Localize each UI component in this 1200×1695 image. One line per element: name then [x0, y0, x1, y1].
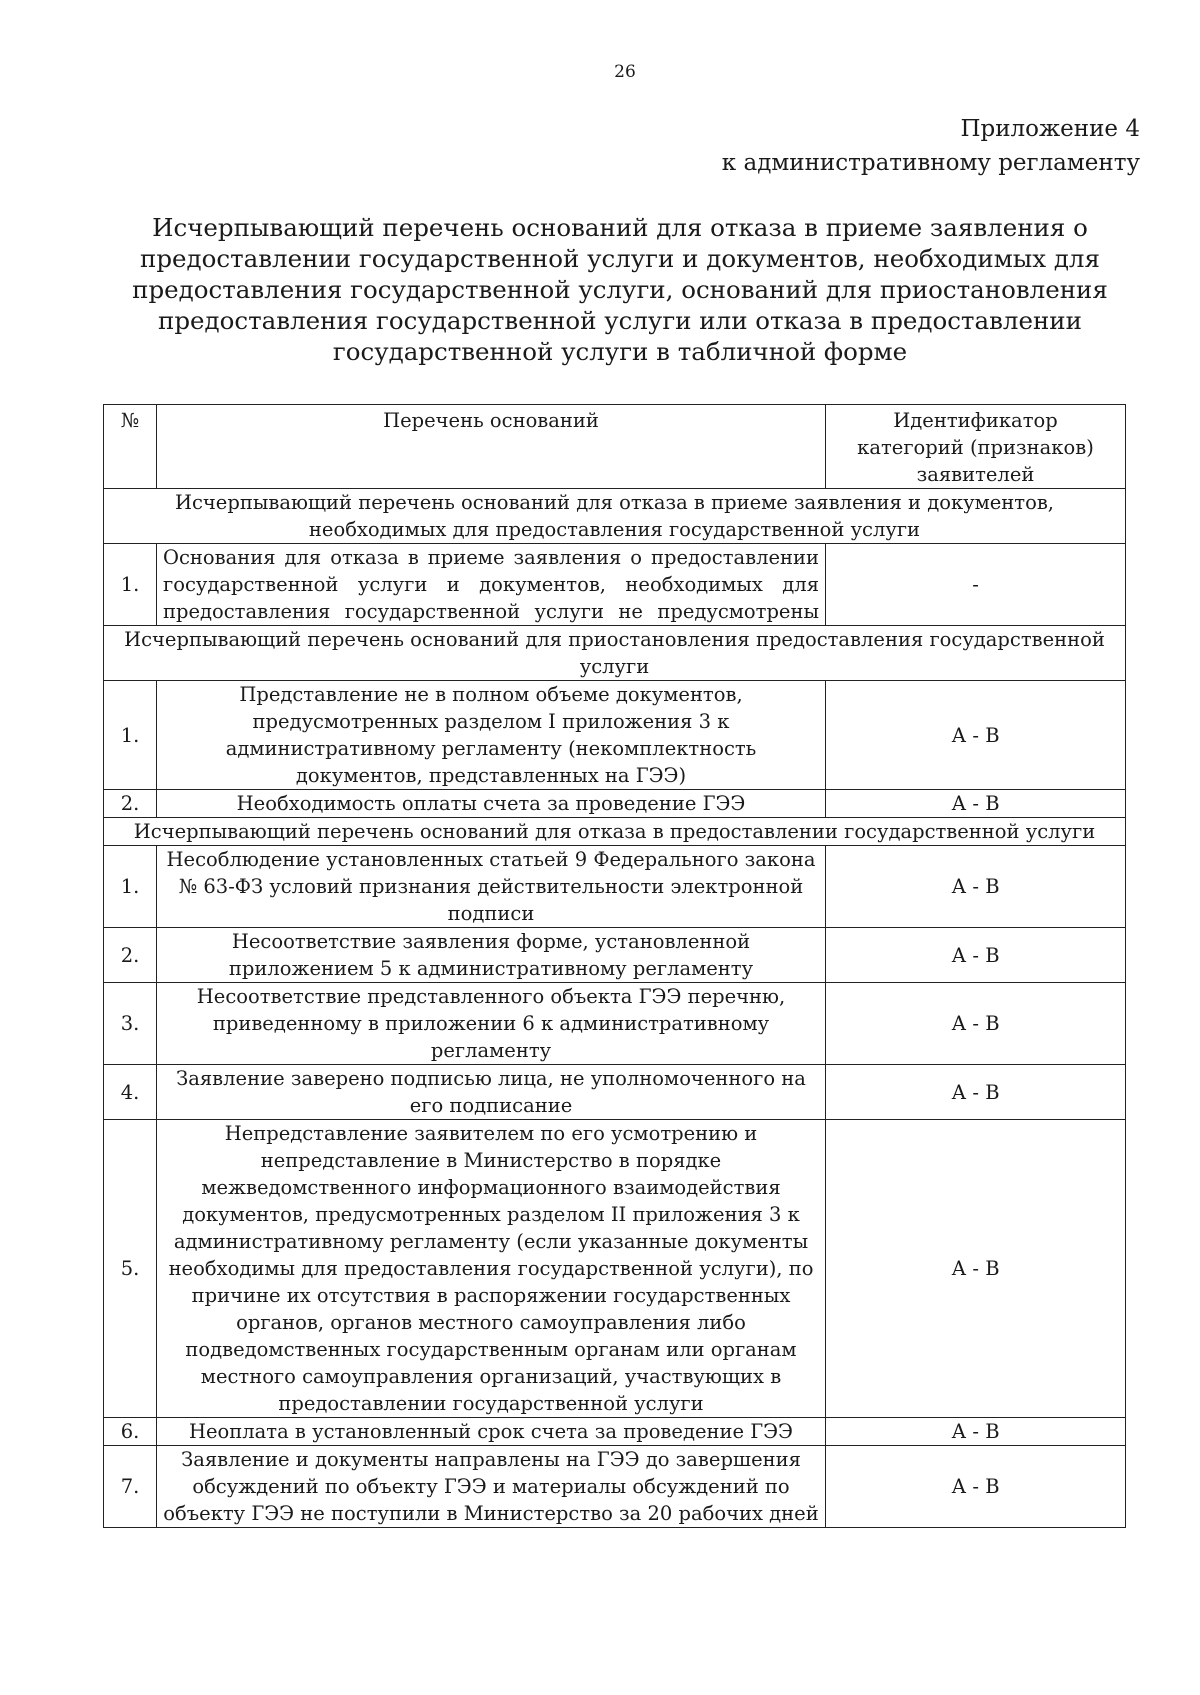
- row-text: [157, 544, 826, 626]
- row-category: А - В: [826, 681, 1126, 790]
- row-text: Необходимость оплаты счета за проведение ГЭЭ: [157, 790, 826, 818]
- row-text: Непредставление заявителем по его усмотрению и непредставление в Министерство в порядке межведомственного информационного взаимодействия документов, предусмотренных разделом II приложения 3 к административному регламенту (если указанные документы необходимы для предоставления государственной услуги), по причине их отсутствия в распоряжении государственных органов, органов местного самоуправления либо подведомственных государственным органам или органам местного самоуправления организаций, участвующих в предоставлении государственной услуги: [157, 1120, 826, 1418]
- row-text: Неоплата в установленный срок счета за проведение ГЭЭ: [157, 1418, 826, 1446]
- row-num: 1.: [104, 846, 157, 928]
- row-num: 1.: [104, 681, 157, 790]
- section-title-refusal-service: Исчерпывающий перечень оснований для отказа в предоставлении государственной услуги: [104, 818, 1126, 846]
- row-num: 3.: [104, 983, 157, 1065]
- header-category: Идентификатор категорий (признаков) заявителей: [826, 405, 1126, 489]
- row-text: Несоответствие заявления форме, установленной приложением 5 к административному регламенту: [157, 928, 826, 983]
- row-num: 6.: [104, 1418, 157, 1446]
- row-category: А - В: [826, 790, 1126, 818]
- row-category: -: [826, 544, 1126, 626]
- title-line-1: Исчерпывающий перечень оснований для отказа в приеме заявления о: [152, 213, 1088, 242]
- row-num: 7.: [104, 1446, 157, 1528]
- section-row: [104, 818, 1126, 846]
- row-category: А - В: [826, 1446, 1126, 1528]
- table-row: [104, 1120, 1126, 1418]
- row-text: Представление не в полном объеме документов, предусмотренных разделом I приложения 3 к административному регламенту (некомплектность документов, представленных на ГЭЭ): [157, 681, 826, 790]
- row-num: 1.: [104, 544, 157, 626]
- row-text: Заявление и документы направлены на ГЭЭ до завершения обсуждений по объекту ГЭЭ и материалы обсуждений по объекту ГЭЭ не поступили в Министерство за 20 рабочих дней: [157, 1446, 826, 1528]
- table-row: [104, 928, 1126, 983]
- row-category: А - В: [826, 1418, 1126, 1446]
- row-text-content: Основания для отказа в приеме заявления о предоставлении государственной услуги и документов, необходимых для предоставления государственной услуги не предусмотрены: [163, 546, 819, 623]
- page-number: 26: [614, 62, 636, 82]
- table-row: [104, 681, 1126, 790]
- section-row: [104, 626, 1126, 681]
- table-row: [104, 544, 1126, 626]
- table-row: [104, 983, 1126, 1065]
- table-row: [104, 1065, 1126, 1120]
- table-row: [104, 1446, 1126, 1528]
- row-text: Несоблюдение установленных статьей 9 Федерального закона № 63-ФЗ условий признания действительности электронной подписи: [157, 846, 826, 928]
- section-title-refusal-acceptance: Исчерпывающий перечень оснований для отказа в приеме заявления и документов, необходимых для предоставления государственной услуги: [104, 489, 1126, 544]
- row-num: 5.: [104, 1120, 157, 1418]
- title-line-2: предоставлении государственной услуги и документов, необходимых для: [140, 244, 1100, 273]
- header-reasons: Перечень оснований: [157, 405, 826, 489]
- header-num: №: [104, 405, 157, 489]
- appendix-line-2: к административному регламенту: [721, 150, 1140, 176]
- table-row: [104, 846, 1126, 928]
- title-line-5: государственной услуги в табличной форме: [332, 337, 908, 366]
- document-title: [90, 212, 1150, 367]
- table-row: [104, 790, 1126, 818]
- row-category: А - В: [826, 846, 1126, 928]
- table-row: [104, 1418, 1126, 1446]
- appendix-caption: [722, 112, 1140, 180]
- row-text: Заявление заверено подписью лица, не уполномоченного на его подписание: [157, 1065, 826, 1120]
- row-text: Несоответствие представленного объекта ГЭЭ перечню, приведенному в приложении 6 к административному регламенту: [157, 983, 826, 1065]
- row-num: 4.: [104, 1065, 157, 1120]
- row-category: А - В: [826, 928, 1126, 983]
- section-row: [104, 489, 1126, 544]
- row-category: А - В: [826, 1120, 1126, 1418]
- table-header-row: [104, 405, 1126, 489]
- grounds-table: [103, 404, 1126, 1528]
- title-line-4: предоставления государственной услуги или отказа в предоставлении: [158, 306, 1082, 335]
- appendix-line-1: Приложение 4: [960, 116, 1140, 142]
- row-category: А - В: [826, 983, 1126, 1065]
- row-num: 2.: [104, 790, 157, 818]
- row-num: 2.: [104, 928, 157, 983]
- row-category: А - В: [826, 1065, 1126, 1120]
- title-line-3: предоставления государственной услуги, оснований для приостановления: [132, 275, 1108, 304]
- section-title-suspension: Исчерпывающий перечень оснований для приостановления предоставления государственной услуги: [104, 626, 1126, 681]
